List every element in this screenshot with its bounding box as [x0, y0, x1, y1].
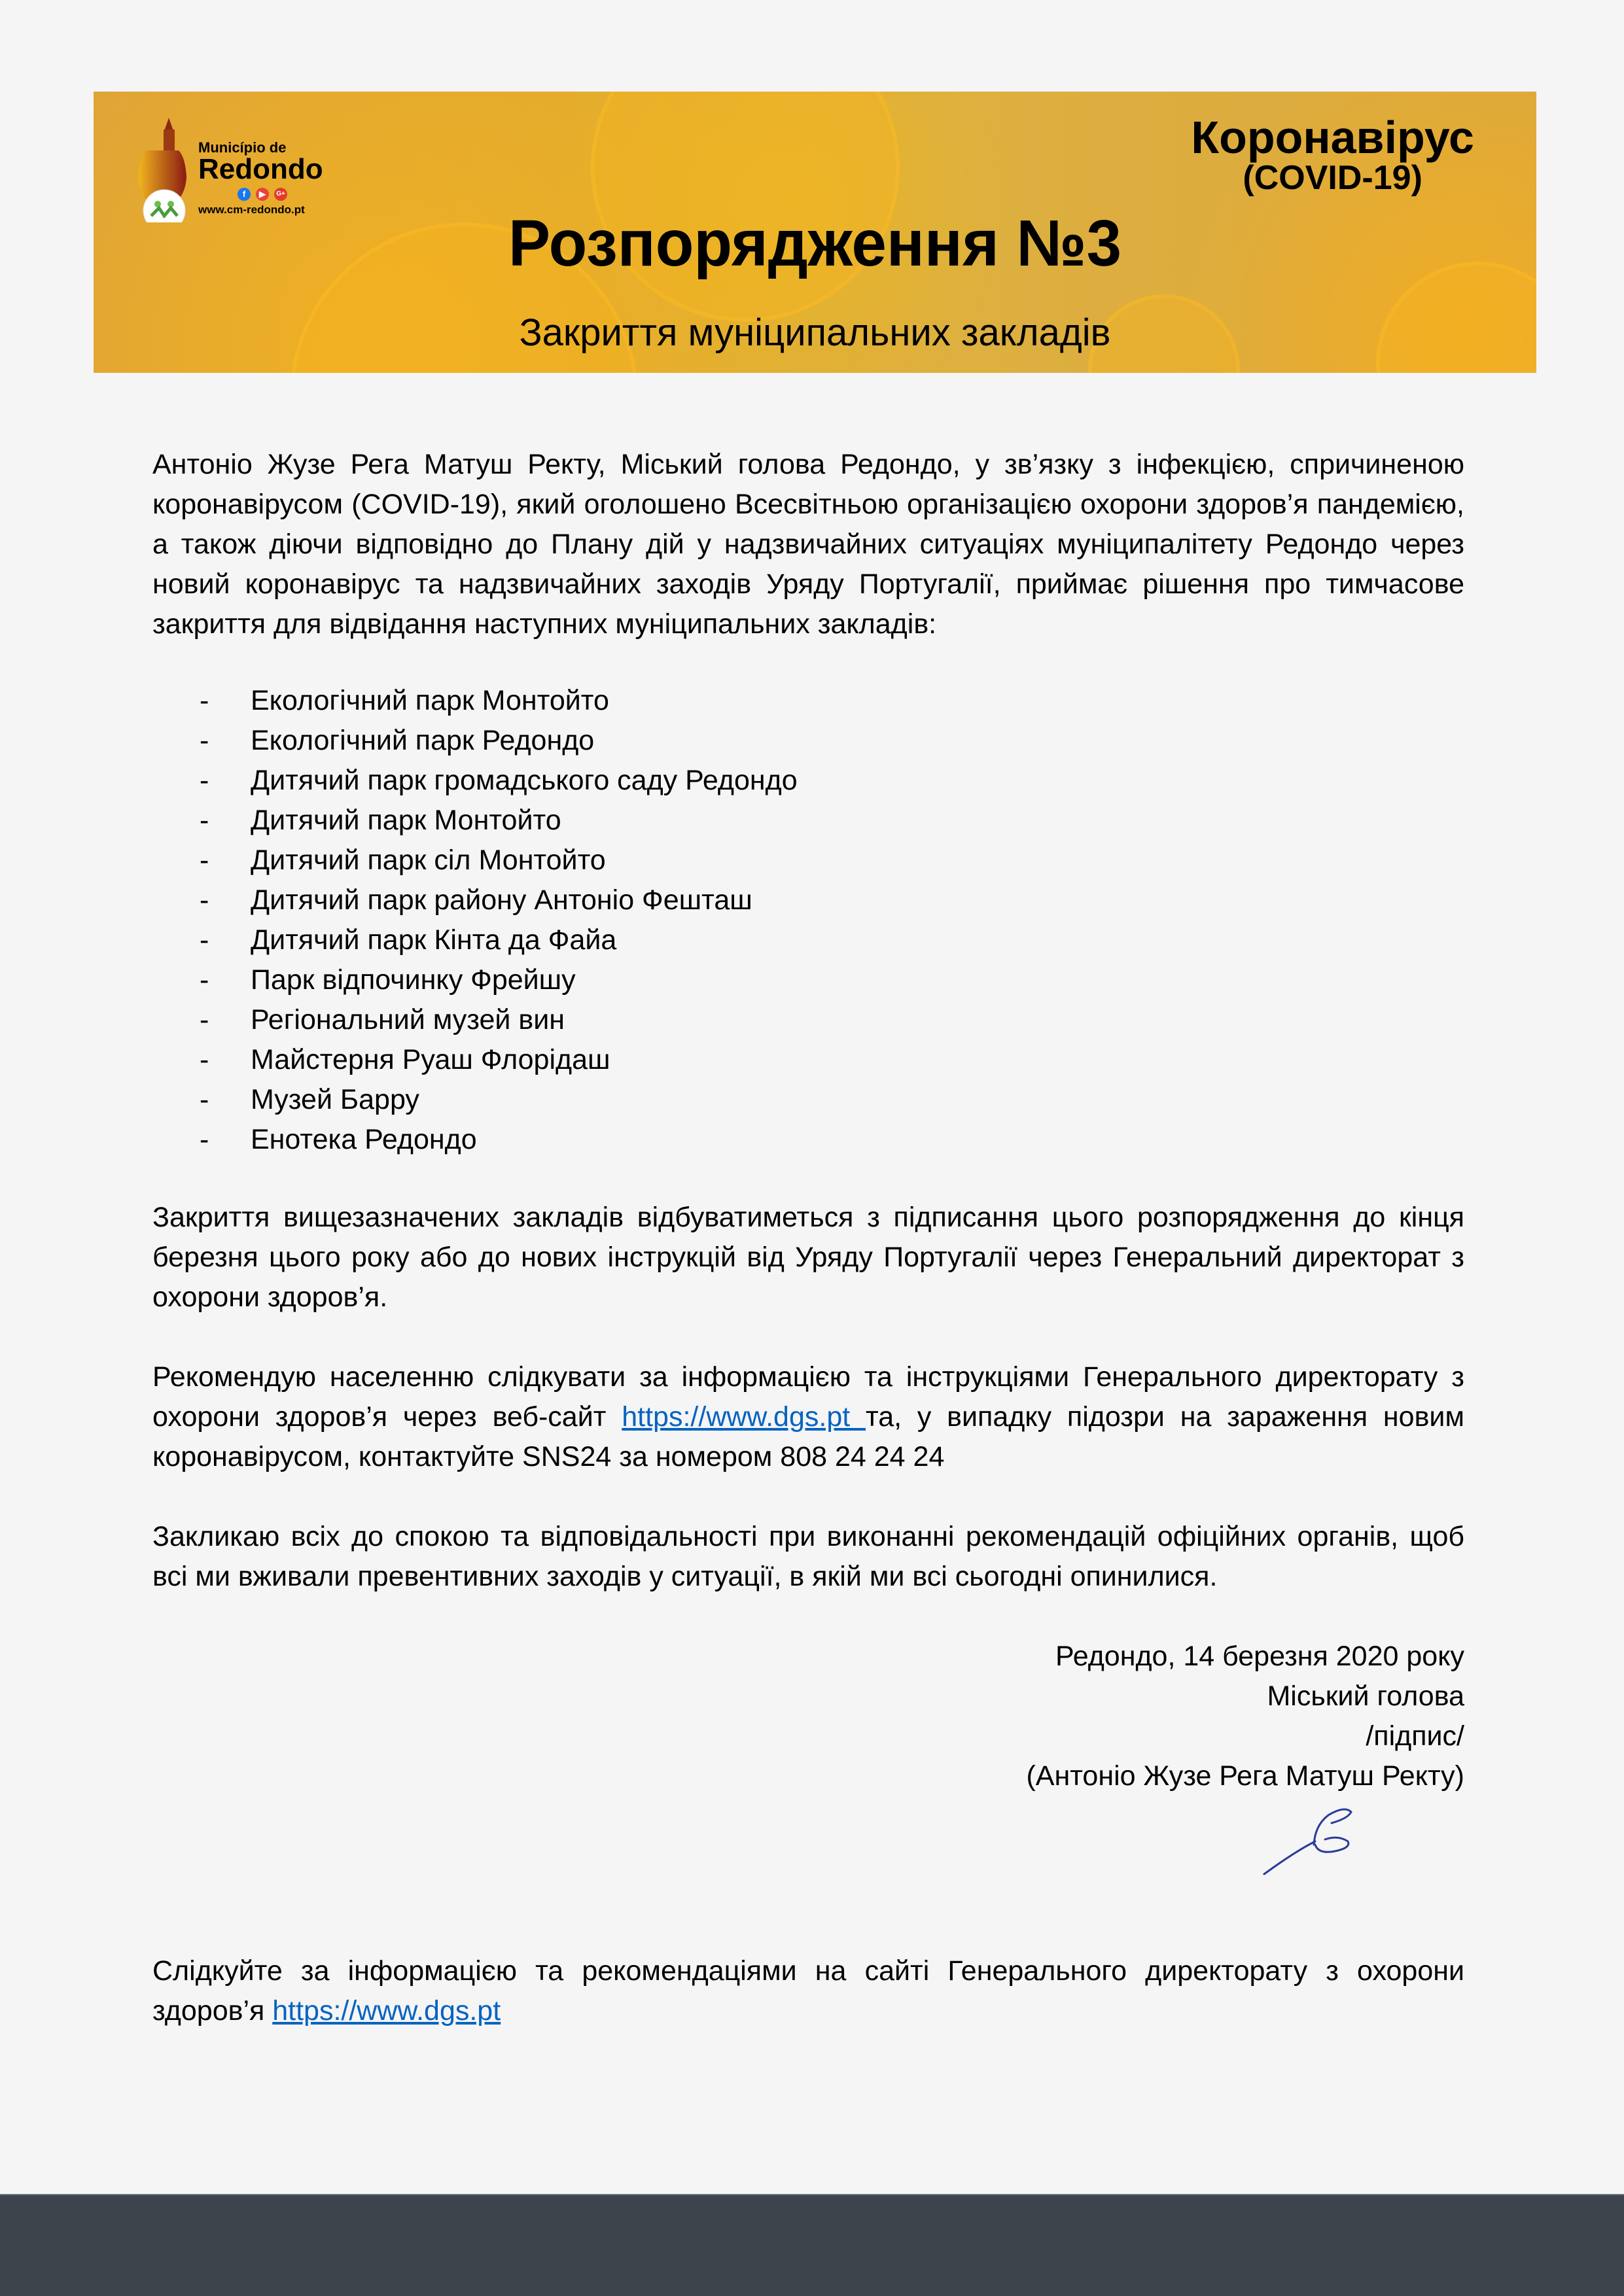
list-item: - Дитячий парк району Антоніо Фешташ [200, 884, 752, 916]
document-body [152, 445, 1464, 1796]
topic-subtitle: (COVID-19) [1243, 159, 1422, 197]
recommendation-paragraph: Рекомендую населенню слідкувати за інформацією та інструкціями Генерального директорату з охорони здоров’я через веб-сайт https://www.dgs.pt та, у випадку підозри на зараження новим коронавірусом, контактуйте SNS24 за номером 808 24 24 24 [152, 1361, 1465, 1472]
list-item: - Енотека Редондо [200, 1124, 477, 1155]
social-links [238, 188, 323, 201]
google-plus-icon[interactable]: G+ [274, 188, 287, 201]
closure-period-paragraph: Закриття вищезазначених закладів відбуватиметься з підписання цього розпорядження до кінця березня цього року або до нових інструкцій від Уряду Португалії через Генеральний директорат з охорони здоров’я. [152, 1202, 1464, 1313]
list-item: - Екологічний парк Монтойто [200, 685, 609, 716]
signature-block [152, 1637, 1464, 1796]
signature-note: /підпис/ [1366, 1720, 1464, 1752]
logo-line1: Município de [198, 139, 287, 156]
signer-position: Міський голова [1267, 1680, 1464, 1712]
list-item: - Регіональний музей вин [200, 1004, 565, 1035]
facebook-icon[interactable]: f [238, 188, 251, 201]
list-item: - Майстерня Руаш Флорідаш [200, 1044, 610, 1075]
list-item: - Дитячий парк Монтойто [200, 805, 561, 836]
logo-line2: Redondo [198, 153, 323, 185]
youtube-icon[interactable]: ▶ [256, 188, 269, 201]
facilities-list [152, 681, 1464, 1160]
handwritten-signature-icon [1256, 1805, 1381, 1877]
topic-heading [1191, 114, 1474, 196]
footer-bar [0, 2194, 1624, 2296]
intro-paragraph: Антоніо Жузе Рега Матуш Ректу, Міський голова Редондо, у зв’язку з інфекцією, спричиненою коронавірусом (COVID-19), який оголошено Всесвітньою організацією охорони здоров’я пандемією, а також діючи відповідно до Плану дій у надзвичайних ситуаціях муніципалітету Редондо через новий коронавірус та надзвичайних заходів Уряду Португалії, приймає рішення про тимчасове закриття для відвідання наступних муніципальних закладів: [152, 449, 1464, 640]
list-item: - Парк відпочинку Фрейшу [200, 964, 576, 996]
topic-title: Коронавірус [1191, 112, 1474, 163]
follow-note: Слідкуйте за інформацією та рекомендаціями на сайті Генерального директорату з охорони здоров’я https://www.dgs.pt [152, 1955, 1464, 2026]
list-item: - Дитячий парк громадського саду Редондо [200, 765, 798, 796]
place-date: Редондо, 14 березня 2020 року [1055, 1641, 1464, 1672]
dgs-footer-link[interactable]: https://www.dgs.pt [272, 1995, 501, 2026]
signer-name: (Антоніо Жузе Рега Матуш Ректу) [1026, 1760, 1464, 1792]
list-item: - Екологічний парк Редондо [200, 725, 595, 756]
header-banner [94, 92, 1536, 373]
page-title: Розпорядження №3 [508, 207, 1121, 280]
list-item: - Музей Барру [200, 1084, 419, 1115]
dgs-link[interactable]: https://www.dgs.pt [622, 1401, 866, 1433]
list-item: - Дитячий парк сіл Монтойто [200, 844, 606, 876]
list-item: - Дитячий парк Кінта да Файа [200, 924, 617, 956]
appeal-paragraph: Закликаю всіх до спокою та відповідальності при виконанні рекомендацій офіційних органів, щоб всі ми вживали превентивних заходів у ситуації, в якій ми всі сьогодні опинилися. [152, 1521, 1464, 1592]
page-subtitle: Закриття муніципальних закладів [519, 311, 1111, 354]
logo-url[interactable]: www.cm-redondo.pt [198, 203, 305, 216]
